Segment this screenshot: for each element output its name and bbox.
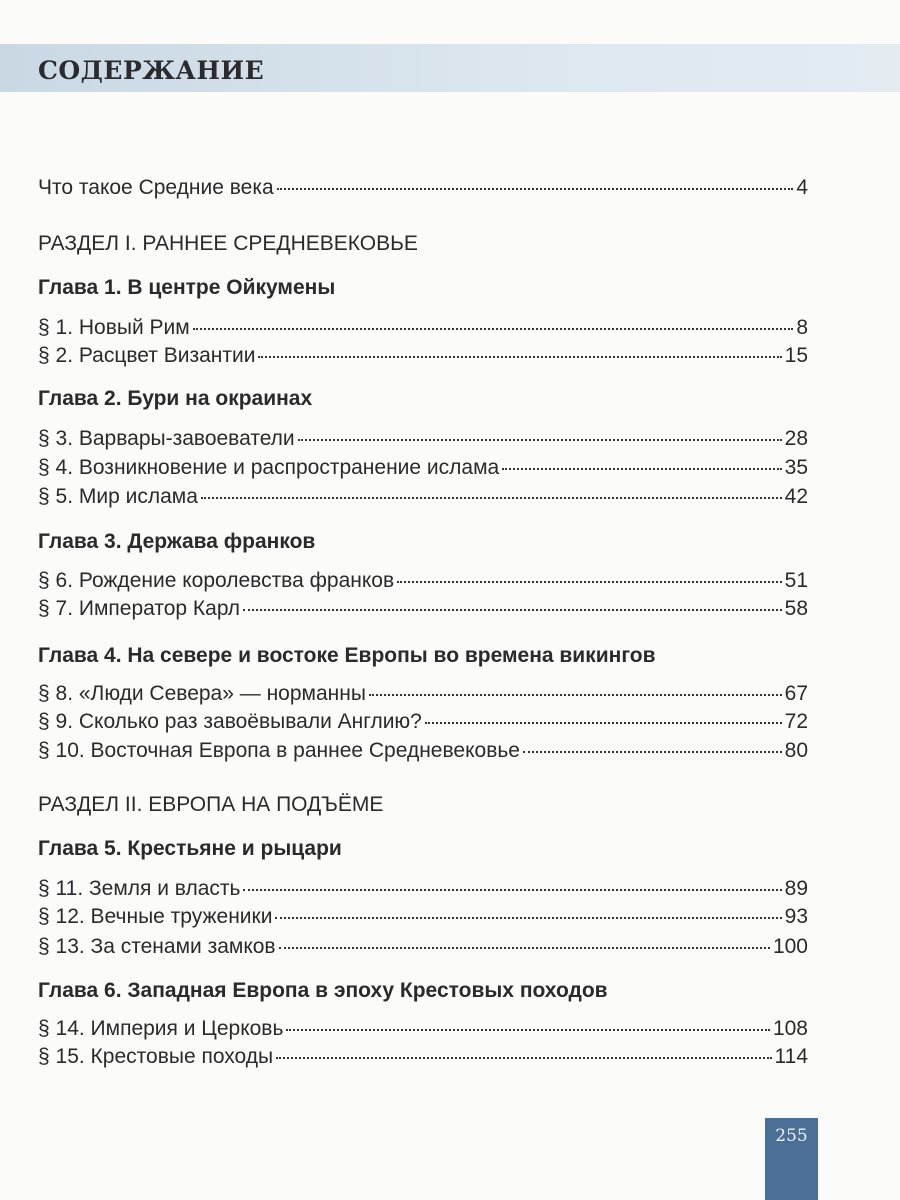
toc-entry-page: 4 — [796, 176, 808, 199]
toc-entry[interactable] — [38, 1045, 808, 1069]
chapter-heading[interactable]: Глава 4. На севере и востоке Европы во времена викингов — [38, 644, 656, 667]
dot-leader — [523, 751, 782, 753]
chapter-heading[interactable]: Глава 6. Западная Европа в эпоху Крестовых походов — [38, 979, 608, 1002]
toc-entry-label: § 15. Крестовые походы — [38, 1045, 274, 1068]
toc-entry[interactable] — [38, 710, 808, 734]
toc-entry-page: 100 — [772, 935, 808, 958]
toc-entry-label: § 8. «Люди Севера» — норманны — [38, 682, 366, 705]
toc-entry-page: 58 — [784, 597, 808, 620]
chapter-heading[interactable]: Глава 1. В центре Ойкумены — [38, 276, 336, 299]
toc-entry[interactable] — [38, 316, 808, 340]
toc-entry[interactable] — [38, 905, 808, 929]
dot-leader — [193, 328, 794, 330]
toc-entry[interactable] — [38, 569, 808, 593]
toc-entry-page: 42 — [784, 485, 808, 508]
dot-leader — [277, 188, 794, 190]
toc-entry-page: 80 — [784, 739, 808, 762]
toc-entry-page: 15 — [784, 344, 808, 367]
toc-entry-page: 28 — [784, 427, 808, 450]
dot-leader — [286, 1029, 770, 1031]
chapter-heading[interactable]: Глава 5. Крестьяне и рыцари — [38, 837, 342, 860]
dot-leader — [425, 722, 782, 724]
page-number: 255 — [775, 1126, 808, 1146]
toc-entry-page: 72 — [784, 710, 808, 733]
dot-leader — [201, 497, 782, 499]
toc-entry-label: § 4. Возникновение и распространение ислама — [38, 456, 500, 479]
dot-leader — [502, 468, 781, 470]
toc-entry-page: 35 — [784, 456, 808, 479]
toc-entry-label: Что такое Средние века — [38, 176, 274, 199]
toc-entry[interactable] — [38, 597, 808, 621]
toc-entry-label: § 11. Земля и власть — [38, 877, 241, 900]
page-title: СОДЕРЖАНИЕ — [38, 56, 265, 85]
section-heading-2: РАЗДЕЛ II. ЕВРОПА НА ПОДЪЁМЕ — [38, 793, 384, 816]
toc-entry-label: § 9. Сколько раз завоёвывали Англию? — [38, 710, 422, 733]
toc-entry-page: 108 — [772, 1017, 808, 1040]
dot-leader — [276, 1057, 771, 1059]
dot-leader — [369, 694, 782, 696]
toc-entry[interactable] — [38, 682, 808, 706]
toc-entry[interactable] — [38, 1017, 808, 1041]
toc-entry-label: § 12. Вечные труженики — [38, 905, 273, 928]
toc-entry[interactable] — [38, 739, 808, 763]
toc-entry-label: § 5. Мир ислама — [38, 485, 198, 508]
toc-entry-label: § 14. Империя и Церковь — [38, 1017, 284, 1040]
dot-leader — [243, 609, 782, 611]
toc-entry-page: 89 — [784, 877, 808, 900]
toc-entry[interactable] — [38, 456, 808, 480]
toc-entry[interactable] — [38, 344, 808, 368]
toc-entry-label: § 10. Восточная Европа в раннее Средневековье — [38, 739, 520, 762]
toc-entry-label: § 2. Расцвет Византии — [38, 344, 256, 367]
toc-entry-page: 114 — [774, 1045, 808, 1068]
dot-leader — [243, 889, 781, 891]
page-number-tab — [765, 1118, 818, 1200]
toc-entry-page: 51 — [784, 569, 808, 592]
toc-entry[interactable] — [38, 877, 808, 901]
toc-entry-label: § 7. Император Карл — [38, 597, 241, 620]
toc-entry-intro[interactable] — [38, 176, 808, 200]
toc-entry[interactable] — [38, 485, 808, 509]
dot-leader — [258, 356, 781, 358]
chapter-heading[interactable]: Глава 2. Бури на окраинах — [38, 387, 313, 410]
toc-entry-page: 8 — [796, 316, 808, 339]
toc-entry[interactable] — [38, 935, 808, 959]
section-heading-1: РАЗДЕЛ I. РАННЕЕ СРЕДНЕВЕКОВЬЕ — [38, 232, 418, 255]
toc-entry-label: § 1. Новый Рим — [38, 316, 190, 339]
toc-entry-label: § 3. Варвары-завоеватели — [38, 427, 295, 450]
toc-entry[interactable] — [38, 427, 808, 451]
dot-leader — [298, 439, 782, 441]
toc-entry-label: § 6. Рождение королевства франков — [38, 569, 395, 592]
toc-entry-page: 67 — [784, 682, 808, 705]
chapter-heading[interactable]: Глава 3. Держава франков — [38, 530, 316, 553]
dot-leader — [275, 917, 781, 919]
dot-leader — [279, 947, 770, 949]
toc-entry-label: § 13. За стенами замков — [38, 935, 276, 958]
dot-leader — [397, 581, 782, 583]
toc-entry-page: 93 — [784, 905, 808, 928]
